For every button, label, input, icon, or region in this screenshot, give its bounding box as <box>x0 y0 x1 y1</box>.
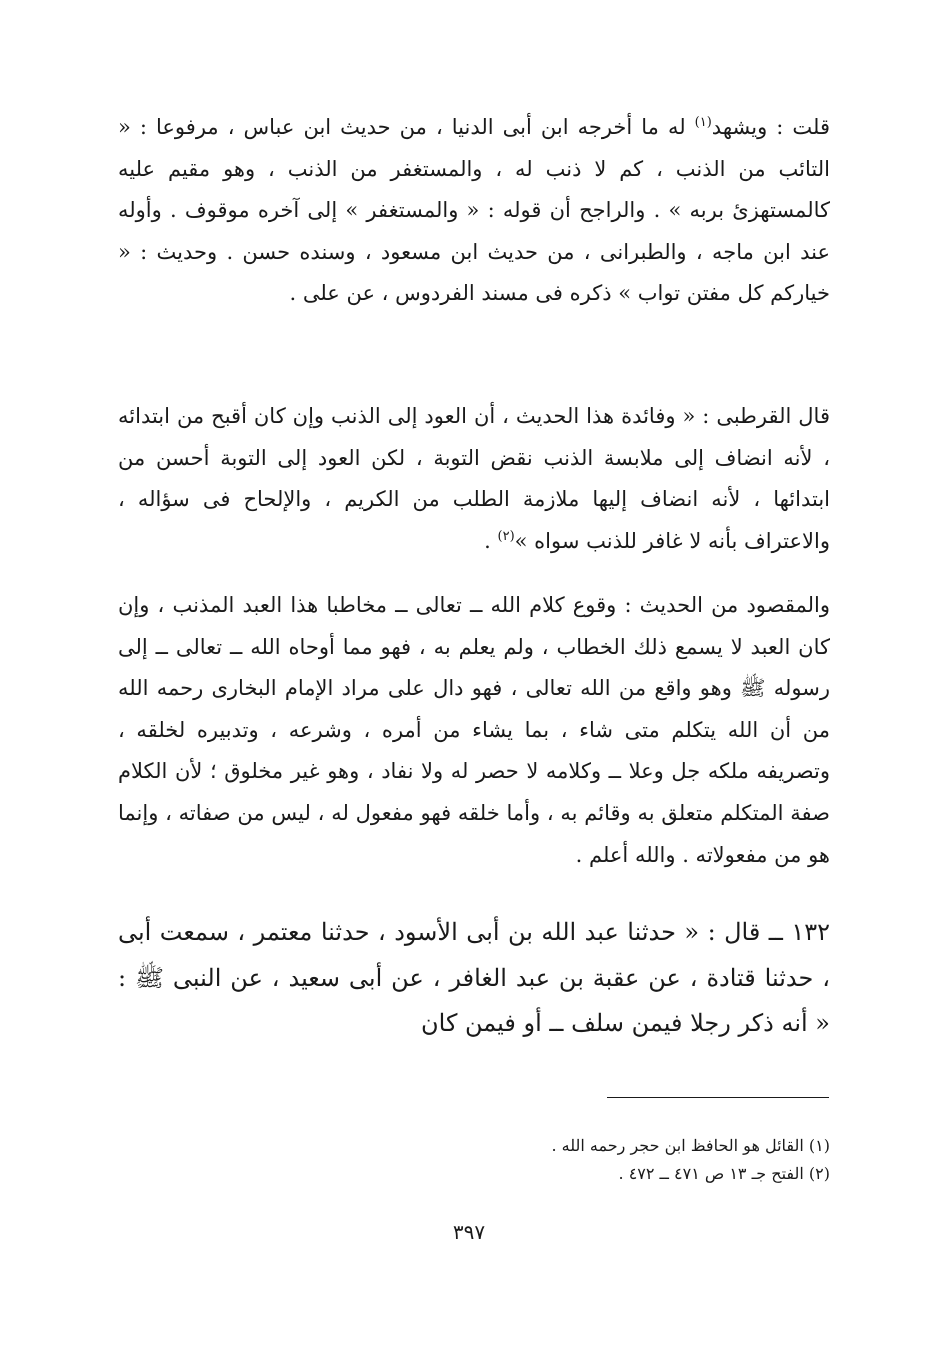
footnote-2: (٢) الفتح جـ ١٣ ص ٤٧١ ــ ٤٧٢ . <box>618 1164 830 1183</box>
paragraph-1-start: قلت : ويشهد <box>711 115 830 139</box>
footnote-divider <box>607 1097 829 1098</box>
hadith-132-paragraph: ١٣٢ ــ قال : « حدثنا عبد الله بن أبى الأسود ، حدثنا معتمر ، سمعت أبى ، حدثنا قتادة ، عن عقبة بن عبد الغافر ، عن أبى سعيد ، عن النبى ﷺ : « أنه ذكر رجلا فيمن سلف ــ أو فيمن كان <box>118 918 830 1037</box>
paragraph-2-text: قال القرطبى : « وفائدة هذا الحديث ، أن العود إلى الذنب وإن كان أقبح من ابتدائه ، لأنه انضاف إلى ملابسة الذنب نقض التوبة ، لكن العود إلى التوبة أحسن من ابتدائها ، لأنه انضاف إليها ملازمة الطلب من الكريم ، والإلحاح فى سؤاله ، والاعتراف بأنه لا غافر للذنب سواه » <box>118 404 830 553</box>
footnotes <box>300 1132 830 1188</box>
footnote-ref-2[interactable]: (٢) <box>497 528 515 544</box>
paragraph-3: والمقصود من الحديث : وقوع كلام الله ــ تعالى ــ مخاطبا هذا العبد المذنب ، وإن كان العبد لا يسمع ذلك الخطاب ، ولم يعلم به ، فهو مما أوحاه الله ــ تعالى ــ إلى رسوله ﷺ وهو واقع من الله تعالى ، فهو دال على مراد الإمام البخارى رحمه الله من أن الله يتكلم متى شاء ، بما يشاء من أمره ، وشرعه ، وتدبيره لخلقه ، وتصريفه ملكه جل وعلا ــ وكلامه لا حصر له ولا نفاد ، وهو غير مخلوق ؛ لأن الكلام صفة المتكلم متعلق به وقائم به ، وأما خلقه فهو مفعول له ، ليس من صفاته ، وإنما هو من مفعولاته . والله أعلم . <box>118 593 830 867</box>
footnote-1: (١) القائل هو الحافظ ابن حجر رحمه الله . <box>551 1136 830 1155</box>
paragraph-1-rest: له ما أخرجه ابن أبى الدنيا ، من حديث ابن عباس ، مرفوعا : « التائب من الذنب ، كم لا ذنب له ، والمستغفر من الذنب ، وهو مقيم عليه كالمستهزئ بربه » . والراجح أن قوله : « والمستغفر » إلى آخره موقوف . وأوله عند ابن ماجه ، والطبرانى ، من حديث ابن مسعود ، وسنده حسن . وحديث : « خياركم كل مفتن تواب » ذكره فى مسند الفردوس ، عن على . <box>118 115 830 306</box>
page-number: ٣٩٧ <box>452 1220 486 1244</box>
paragraph-1 <box>118 107 830 315</box>
paragraph-2-end: . <box>484 528 498 553</box>
footnote-ref-1[interactable]: (١) <box>694 115 712 130</box>
paragraph-2 <box>118 396 830 562</box>
